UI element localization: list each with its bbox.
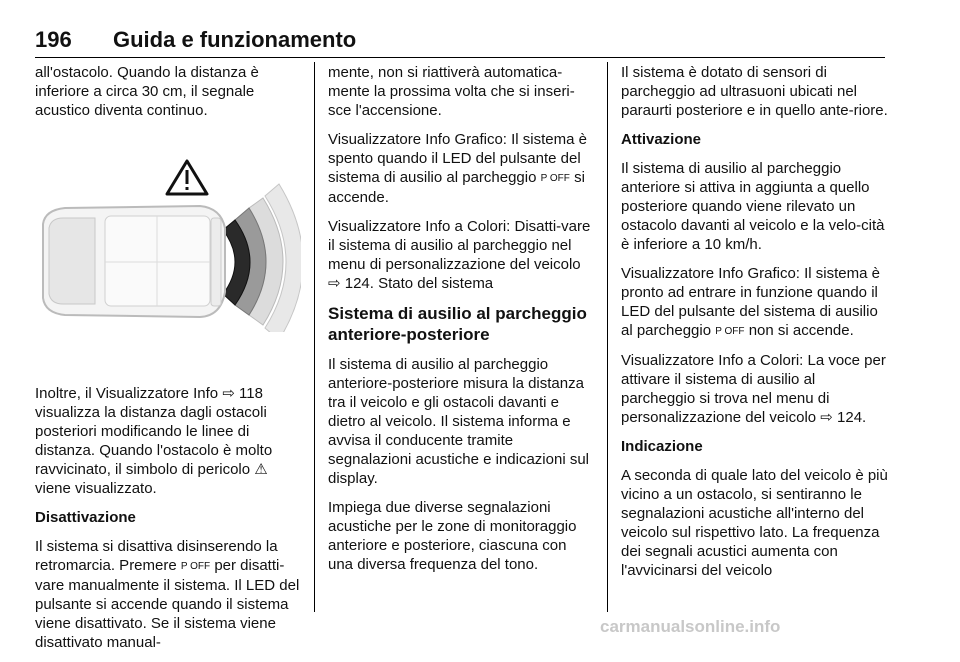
park-off-symbol: P OFF xyxy=(180,561,211,572)
paragraph: Visualizzatore Info a Colori: La voce per attivare il sistema di ausilio al parcheggio si trova nel menu di personalizzazione del veicolo ⇨ 124. xyxy=(621,352,886,426)
text-span: per disatti-vare manualmente il sistema. Il LED del pulsante si accende quando il sistema viene disattivato. Se il sistema viene disattivato manual- xyxy=(35,557,300,651)
paragraph xyxy=(328,130,594,207)
section-heading: Attivazione xyxy=(621,131,702,148)
paragraph: Il sistema è dotato di sensori di parcheggio ad ultrasuoni ubicati nel paraurti posteriore e in quello ante-riore. xyxy=(621,64,888,119)
paragraph: mente, non si riattiverà automatica-mente la prossima volta che si inseri-sce l'accensione. xyxy=(328,64,575,119)
page-number: 196 xyxy=(35,27,72,52)
paragraph: A seconda di quale lato del veicolo è più vicino a un ostacolo, si sentiranno le segnalazioni acustiche all'interno del veicolo sul rispettivo lato. La frequenza dei segnali acustici aumenta con l'avvicinarsi del veicolo xyxy=(621,467,888,579)
text-span: si accende. xyxy=(328,169,585,206)
vehicle-top-view xyxy=(43,206,225,317)
paragraph: all'ostacolo. Quando la distanza è inferiore a circa 30 cm, il segnale acustico diventa continuo. xyxy=(35,64,259,119)
paragraph: Il sistema di ausilio al parcheggio anteriore si attiva in aggiunta a quello posteriore quando viene rilevato un ostacolo davanti al veicolo e la velo-cità è inferiore a 10 km/h. xyxy=(621,160,885,253)
page-header xyxy=(35,27,885,58)
park-off-symbol: P OFF xyxy=(715,326,745,337)
paragraph: Impiega due diverse segnalazioni acustiche per le zone di monitoraggio anteriore e posteriore, ciascuna con una diversa frequenza del tono. xyxy=(328,499,577,573)
text-span: Visualizzatore Info Grafico: Il sistema è spento quando il LED del pulsante del sistema di ausilio al parcheggio xyxy=(328,131,587,186)
paragraph: Il sistema di ausilio al parcheggio anteriore-posteriore misura la distanza tra il veicolo e gli ostacoli davanti e dietro al veicolo. Il sistema informa e avvisa il conducente tramite segnalazioni acustiche e indicazioni sul display. xyxy=(328,356,589,487)
column-1 xyxy=(35,63,301,662)
column-divider xyxy=(607,62,608,612)
column-divider xyxy=(314,62,315,612)
paragraph: Inoltre, il Visualizzatore Info ⇨ 118 visualizza la distanza dagli ostacoli posteriori modificando le linee di distanza. Quando l'ostacolo è molto ravvicinato, il simbolo di pericolo ⚠ viene visualizzato. xyxy=(35,385,273,497)
column-2 xyxy=(328,63,594,584)
paragraph: Visualizzatore Info a Colori: Disatti-vare il sistema di ausilio al parcheggio nel menu di personalizzazione del veicolo ⇨ 124. Stato del sistema xyxy=(328,218,591,292)
section-heading: Disattivazione xyxy=(35,509,136,526)
text-span: Il sistema si disattiva disinserendo la retromarcia. Premere xyxy=(35,538,278,574)
page-title: Guida e funzionamento xyxy=(113,27,357,52)
watermark: carmanualsonline.info xyxy=(600,617,781,636)
section-heading: Indicazione xyxy=(621,438,703,455)
warning-triangle-icon xyxy=(167,161,207,194)
text-span: Visualizzatore Info Grafico: Il sistema è pronto ad entrare in funzione quando il LED del pulsante del sistema di ausilio al parcheggio xyxy=(621,265,880,339)
column-3 xyxy=(621,63,889,590)
paragraph xyxy=(35,537,301,652)
section-heading: Sistema di ausilio al parcheggio anteriore-posteriore xyxy=(328,304,587,344)
vehicle-sensor-diagram xyxy=(35,132,301,332)
paragraph xyxy=(621,264,889,341)
parking-sensor-illustration xyxy=(35,132,301,332)
text-span: non si accende. xyxy=(748,322,854,339)
park-off-symbol: P OFF xyxy=(540,173,570,184)
